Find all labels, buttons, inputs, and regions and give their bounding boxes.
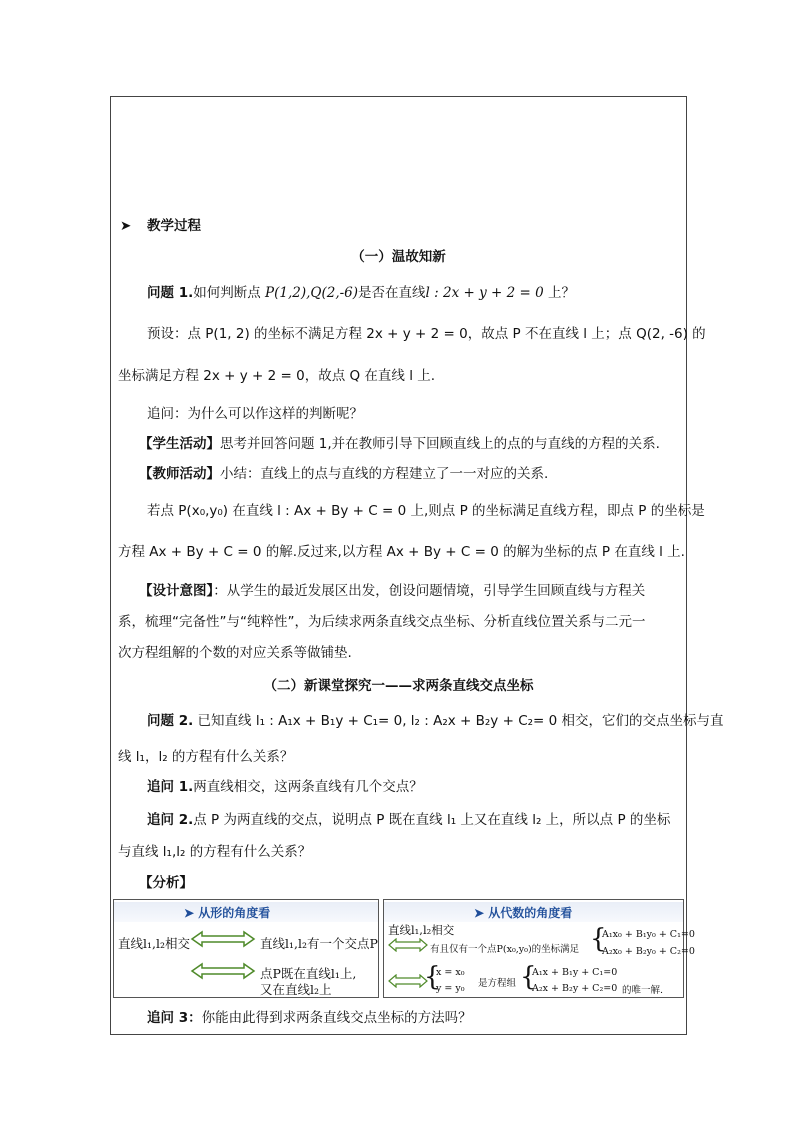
followup-1 [147, 781, 423, 795]
question-1-label: 问题 1. [147, 285, 194, 301]
design-intent-text-1: ：从学生的最近发展区出发，创设问题情境，引导学生回顾直线与方程关 [213, 583, 646, 599]
followup-0: 追问：为什么可以作这样的判断呢？ [147, 406, 363, 422]
algebraic-system-1b: A₂x₀ + B₂y₀ + C₂=0 [602, 946, 695, 957]
double-arrow-icon [190, 962, 256, 980]
followup-3 [147, 1012, 472, 1026]
design-intent-line-1 [139, 585, 645, 599]
followup-1-text: 两直线相交，这两条直线有几个交点？ [193, 779, 423, 795]
preset-line-2: 坐标满足方程 2x + y + 2 = 0，故点 Q 在直线 l 上. [118, 368, 436, 384]
part1-heading: （一）温故知新 [351, 249, 446, 265]
question-1-text-c: 上？ [543, 285, 575, 301]
algebraic-result-2: 是方程组 [478, 978, 517, 989]
section-bullet-icon: ➤ [120, 218, 132, 234]
student-activity [139, 438, 660, 452]
question-1-text-b: 是否在直线 [358, 285, 426, 301]
geometric-result-1: 直线l₁,l₂有一个交点P [260, 936, 378, 951]
geometric-view-panel [113, 899, 379, 998]
followup-1-label: 追问 1. [147, 779, 194, 795]
question-2-label: 问题 2. [147, 713, 194, 729]
system-brace-icon: { [590, 924, 607, 954]
algebraic-system-2b: A₂x + B₂y + C₂=0 [532, 983, 618, 994]
geometric-view-header: ➤ 从形的角度看 [184, 906, 271, 920]
question-1-points: P(1,2),Q(2,-6) [265, 285, 359, 301]
algebraic-system-2a: A₁x + B₁y + C₁=0 [532, 967, 618, 978]
content-frame [110, 96, 687, 1035]
solution-y: y = y₀ [436, 983, 465, 994]
student-activity-text: 思考并回答问题 1,并在教师引导下回顾直线上的点的与直线的方程的关系. [220, 436, 660, 452]
part2-heading: （二）新课堂探究一——求两条直线交点坐标 [263, 678, 534, 694]
teacher-activity-text: 小结：直线上的点与直线的方程建立了一一对应的关系. [220, 466, 549, 482]
double-arrow-icon [388, 938, 428, 952]
design-intent-tag: 【设计意图】 [139, 583, 214, 599]
solution-x: x = x₀ [436, 967, 465, 978]
algebraic-system-1a: A₁x₀ + B₁y₀ + C₁=0 [602, 929, 695, 940]
algebraic-result-1: 有且仅有一个点P(x₀,y₀)的坐标满足 [430, 944, 580, 955]
followup-2-text-1: 点 P 为两直线的交点，说明点 P 既在直线 l₁ 上又在直线 l₂ 上，所以点 P 的坐标 [193, 812, 671, 828]
followup-3-text: 你能由此得到求两条直线交点坐标的方法吗？ [201, 1010, 472, 1026]
algebraic-view-panel [383, 899, 695, 998]
algebraic-start: 直线l₁,l₂相交 [388, 923, 455, 937]
double-arrow-icon [190, 930, 256, 948]
question-1 [147, 287, 575, 301]
question-2-text-1: 已知直线 l₁ : A₁x + B₁y + C₁= 0, l₂ : A₂x + B₂y + C₂= 0 相交，它们的交点坐标与直 [193, 713, 724, 729]
geometric-start: 直线l₁,l₂相交 [118, 936, 190, 951]
followup-2-line-2: 与直线 l₁,l₂ 的方程有什么关系？ [118, 844, 312, 860]
question-1-line: l : 2x + y + 2 = 0 [425, 285, 544, 301]
preset-line-1: 预设：点 P(1, 2) 的坐标不满足方程 2x + y + 2 = 0，故点 P 不在直线 l 上；点 Q(2, -6) 的 [147, 326, 706, 342]
if-point-line-2: 方程 Ax + By + C = 0 的解.反过来,以方程 Ax + By + C = 0 的解为坐标的点 P 在直线 l 上. [118, 544, 685, 560]
question-1-text-a: 如何判断点 [193, 285, 266, 301]
section-title: 教学过程 [147, 218, 201, 234]
double-arrow-icon [388, 974, 428, 988]
student-activity-tag: 【学生活动】 [139, 436, 220, 452]
geometric-result-2b: 又在直线l₂上 [260, 982, 332, 997]
question-2-line-1 [147, 715, 724, 729]
teacher-activity-tag: 【教师活动】 [139, 466, 220, 482]
algebraic-view-header: ➤ 从代数的角度看 [474, 906, 573, 920]
followup-2-label: 追问 2. [147, 812, 194, 828]
followup-3-label: 追问 3： [147, 1010, 202, 1026]
design-intent-line-3: 次方程组解的个数的对应关系等做铺垫. [118, 645, 352, 661]
solution-brace-icon: { [424, 962, 441, 992]
system-brace-icon: { [520, 962, 537, 992]
question-2-line-2: 线 l₁，l₂ 的方程有什么关系？ [118, 749, 294, 765]
design-intent-line-2: 系，梳理“完备性”与“纯粹性”，为后续求两条直线交点坐标、分析直线位置关系与二元一 [118, 614, 646, 630]
teacher-activity [139, 468, 548, 482]
if-point-line-1: 若点 P(x₀,y₀) 在直线 l : Ax + By + C = 0 上,则点 P 的坐标满足直线方程，即点 P 的坐标是 [147, 503, 705, 519]
algebraic-result-2-end: 的唯一解. [622, 985, 664, 996]
geometric-result-2a: 点P既在直线l₁上, [260, 966, 357, 981]
analysis-label: 【分析】 [139, 875, 193, 891]
followup-2-line-1 [147, 814, 670, 828]
